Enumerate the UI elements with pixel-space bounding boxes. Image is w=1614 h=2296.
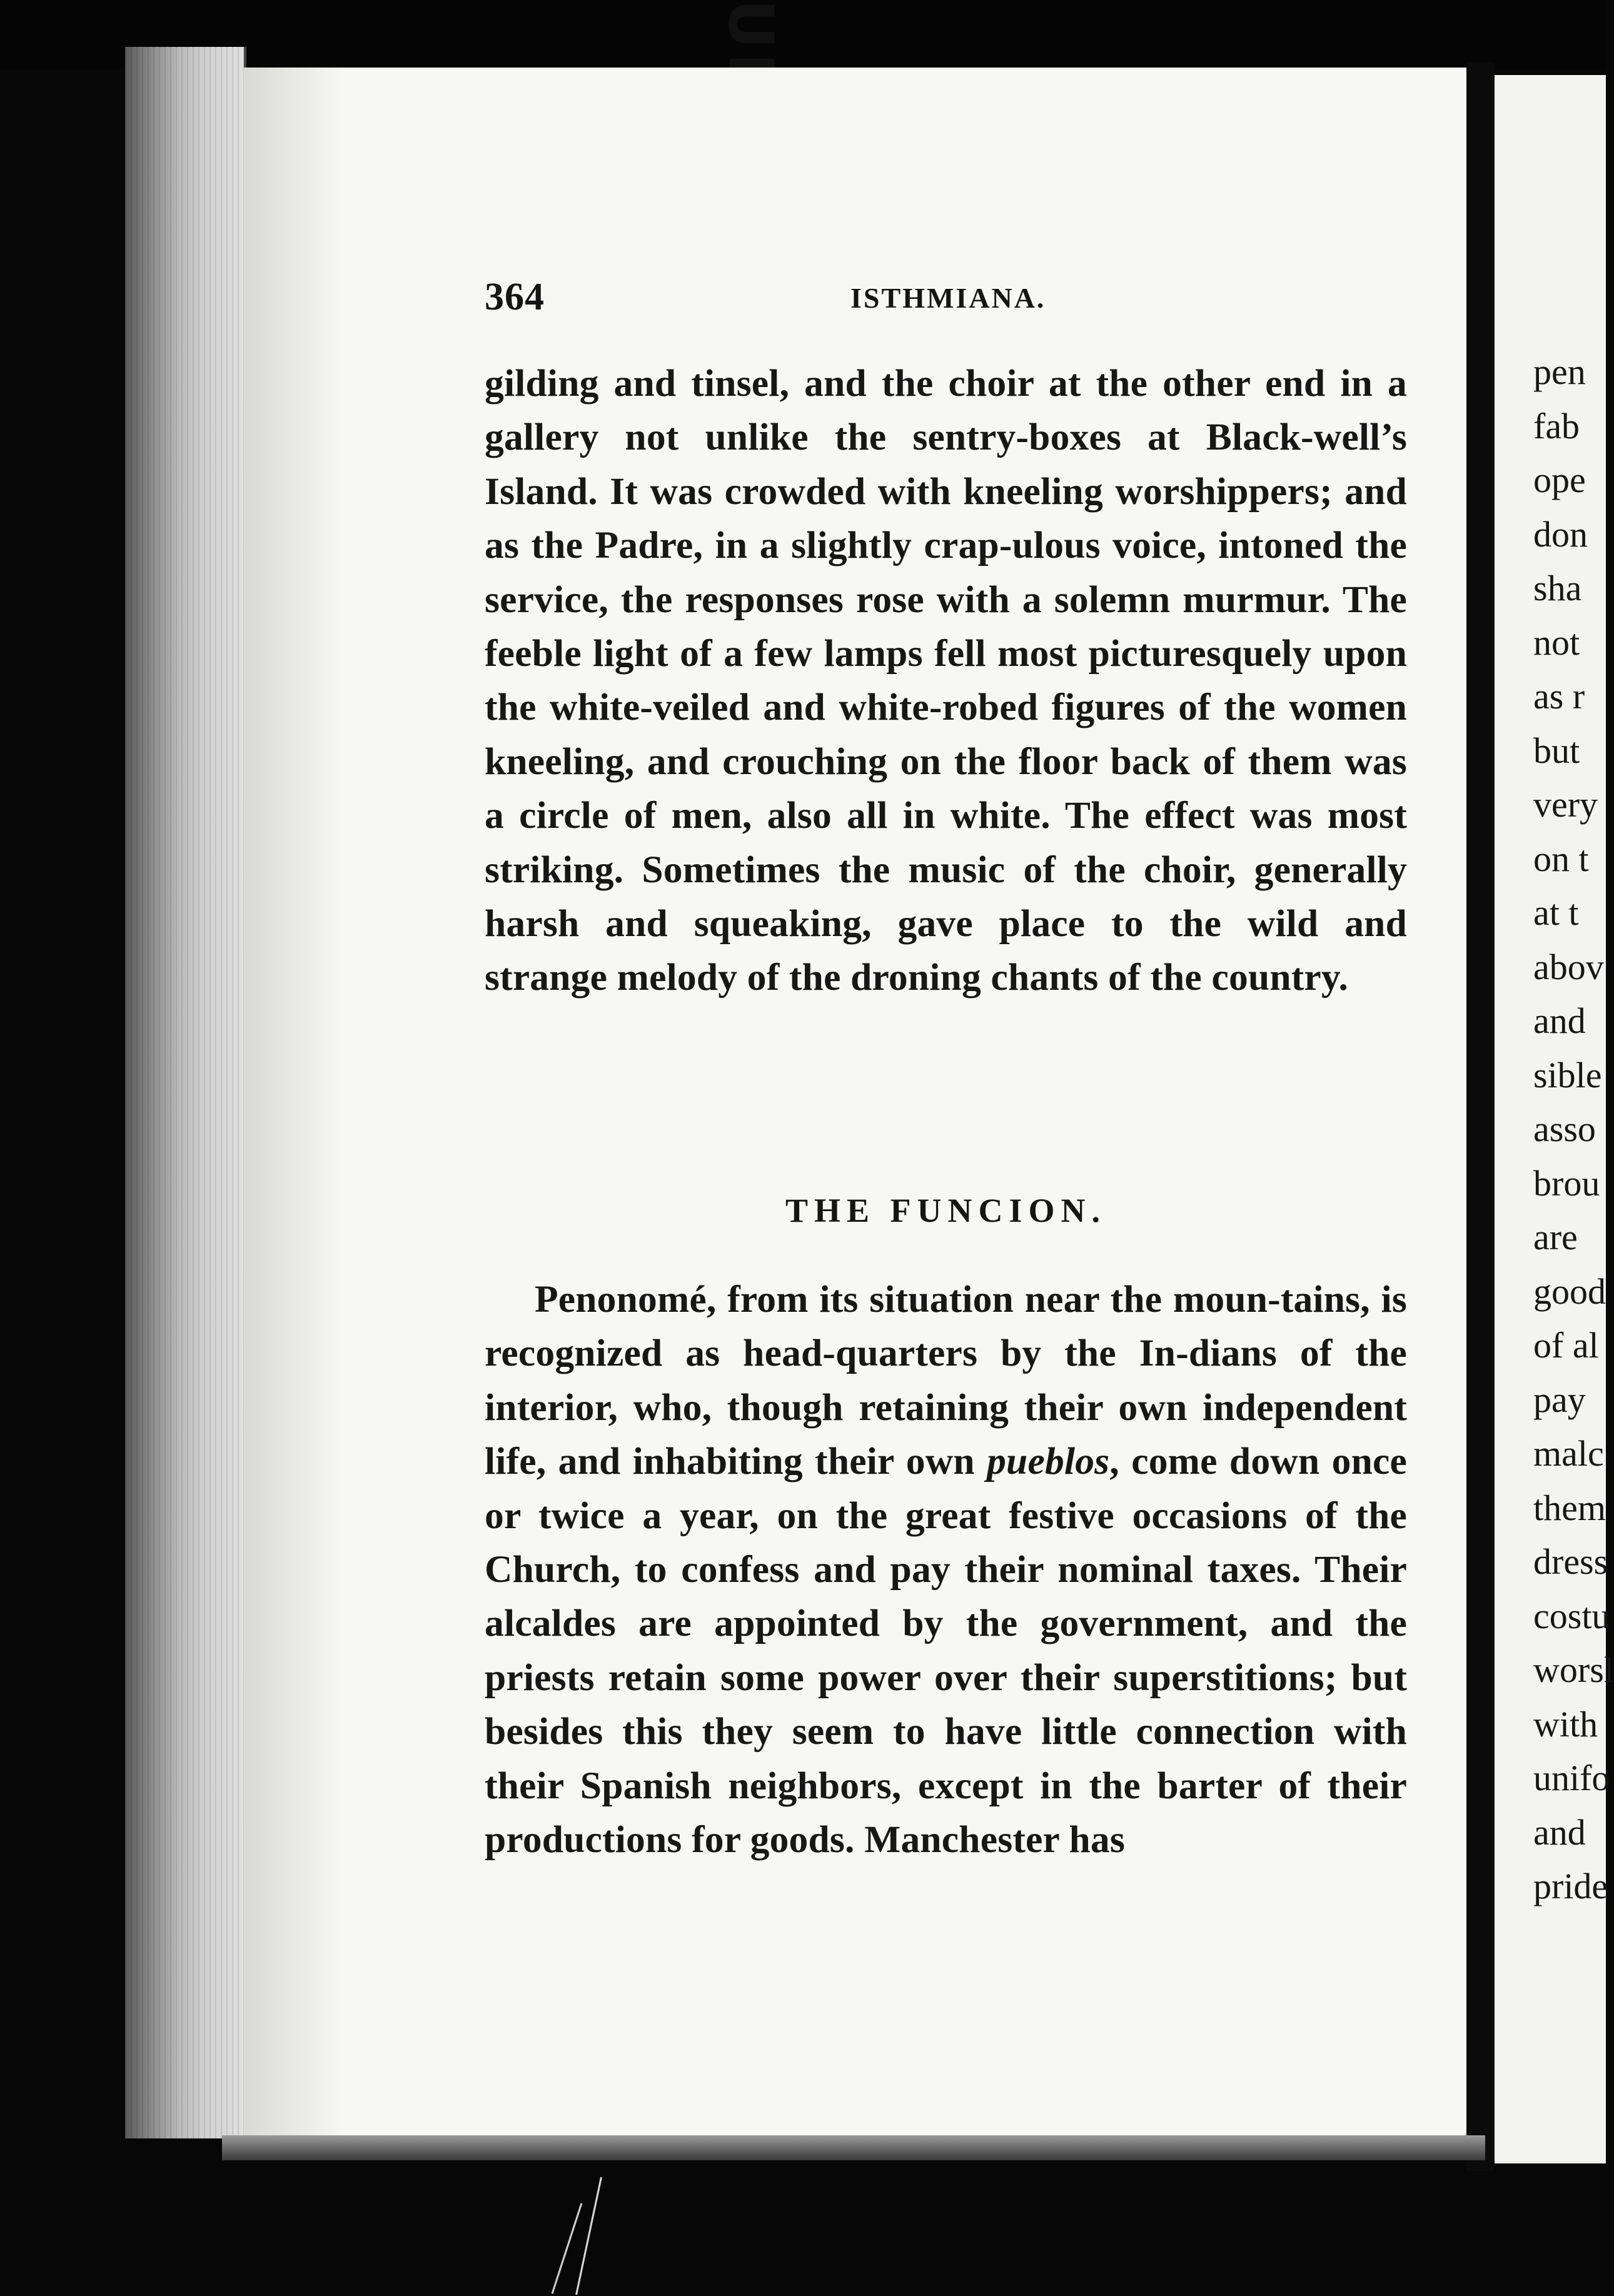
facing-page-line: dress xyxy=(1533,1541,1608,1582)
page-binding-shade xyxy=(244,68,344,2157)
scan-artifact-line xyxy=(575,2177,602,2295)
facing-page-line: unifo xyxy=(1533,1758,1610,1798)
facing-page-line: brou xyxy=(1533,1162,1600,1204)
running-head xyxy=(485,275,1410,325)
page-number: 364 xyxy=(485,276,545,318)
facing-page-line: on t xyxy=(1533,838,1589,879)
section-heading: THE FUNCION. xyxy=(785,1192,1107,1229)
facing-page-line: sible xyxy=(1533,1054,1602,1095)
facing-page-line: not xyxy=(1533,622,1580,663)
facing-page-text xyxy=(1533,345,1614,1914)
facing-page-line: pay xyxy=(1533,1379,1586,1420)
facing-page-line: of al xyxy=(1533,1325,1599,1366)
facing-page-line: pen xyxy=(1533,351,1586,392)
facing-page-line: as r xyxy=(1533,676,1585,717)
facing-page-line: good xyxy=(1533,1271,1606,1312)
facing-page-line: and xyxy=(1533,1000,1586,1041)
body-paragraph: gilding and tinsel, and the choir at the other end in a gallery not unlike the sentry-boxes at Black-well’s Island. It was crowded with kneeling worshippers; and as the Padre, in a slightly crap-ulous voice, intoned the service, the responses rose with a solemn murmur. The feeble light of a few lamps fell most picturesquely upon the white-veiled and white-robed figures of the women kneeling, and crouching on the floor back of them was a circle of men, also all in white. The effect was most striking. Sometimes the music of the choir, generally harsh and squeaking, gave place to the wild and strange melody of the droning chants of the country. xyxy=(485,362,1407,999)
facing-page-line: fab xyxy=(1533,405,1580,446)
facing-page-line: but xyxy=(1533,730,1580,771)
facing-page-line: them xyxy=(1533,1487,1606,1528)
facing-page-line: asso xyxy=(1533,1109,1596,1149)
facing-page-line: are xyxy=(1533,1217,1578,1257)
paragraph-text: Penonomé, from its situation near the moun-tains, is recognized as head-quarters by the In-dians of the interior, who, though retaining their own independent life, and inhabiting their own xyxy=(485,1278,1407,1483)
body-paragraph xyxy=(485,1272,1407,1866)
italic-term: pueblos xyxy=(987,1440,1110,1483)
facing-page-line: ope xyxy=(1533,460,1586,500)
book-fore-edge-texture xyxy=(125,47,244,2138)
facing-page-line: malc xyxy=(1533,1433,1604,1474)
facing-page-line: don xyxy=(1533,513,1588,555)
page-bottom-edge xyxy=(222,2135,1485,2160)
facing-page-line: abov xyxy=(1533,946,1604,987)
facing-page-line: with xyxy=(1533,1703,1598,1745)
facing-page-line: pride xyxy=(1533,1866,1608,1906)
facing-page-line: sha xyxy=(1533,568,1582,608)
running-head-title: ISTHMIANA. xyxy=(850,282,1046,314)
facing-page-line: at t xyxy=(1533,892,1579,933)
facing-page-line: very xyxy=(1533,784,1598,825)
facing-page-line: worsl xyxy=(1533,1649,1614,1690)
facing-page-line: costu xyxy=(1533,1595,1610,1636)
paragraph-text: , come down once or twice a year, on the great festive occasions of the Church, to confess and pay their nominal taxes. Their alcaldes are appointed by the government, and the priests retain some power over their superstitions; but besides this they seem to have little connection with their Spanish neighbors, except in the barter of their productions for goods. Manchester has xyxy=(485,1440,1407,1861)
book-gutter xyxy=(1466,63,1495,2171)
facing-page-line: and xyxy=(1533,1811,1586,1853)
